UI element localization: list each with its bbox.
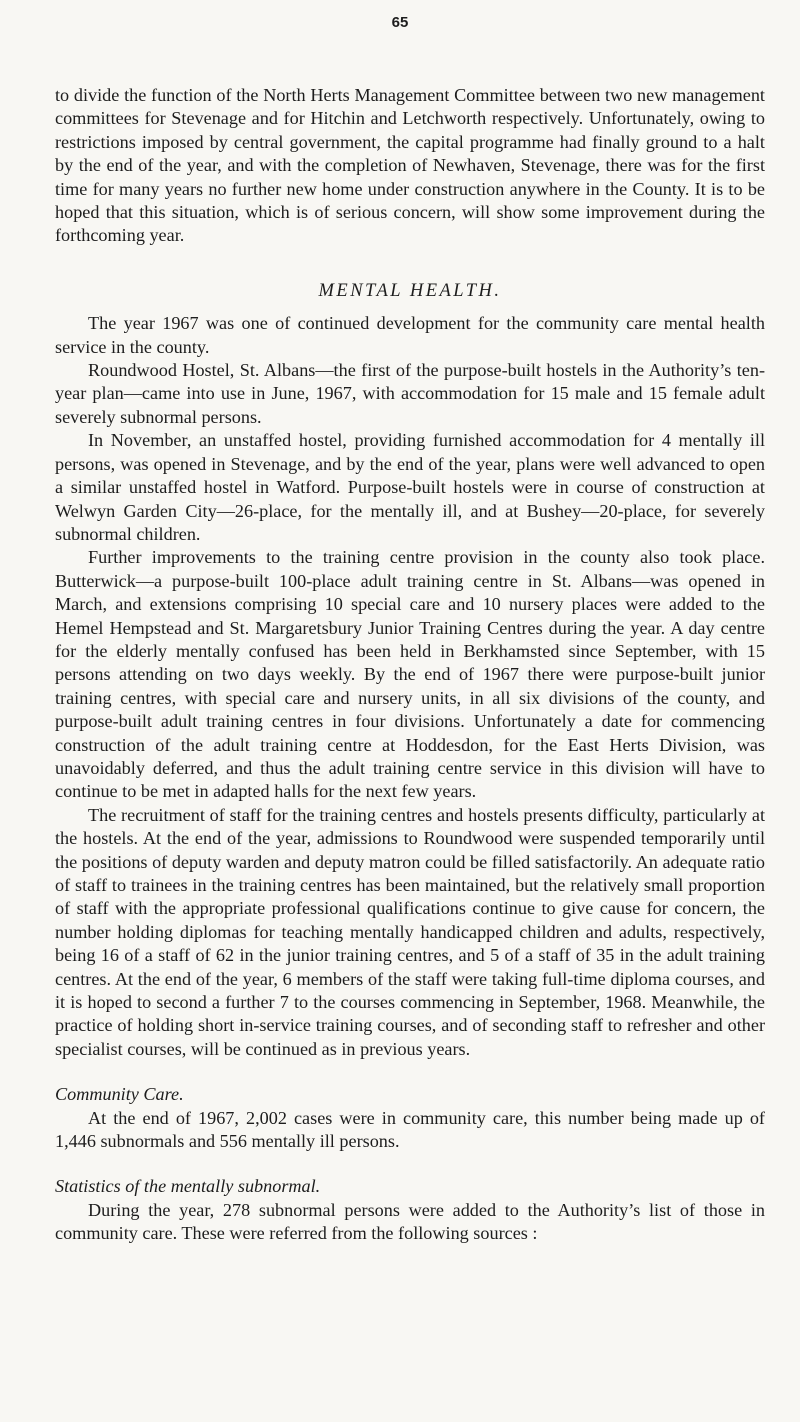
community-care-paragraph: At the end of 1967, 2,002 cases were in community care, this number being made up of 1,446 subnormals and 556 mentally ill persons. [55,1107,765,1152]
mental-health-paragraph-3: In November, an unstaffed hostel, providing furnished accommodation for 4 mentally ill persons, was opened in Stevenage, and by the end of the year, plans were well advanced to open a similar unstaffed hostel in Watford. Purpose-built hostels were in course of construction at Welwyn Garden City—26-place, for the mentally ill, and at Bushey—20-place, for severely subnormal children. [55,430,765,544]
mental-health-heading: MENTAL HEALTH. [318,280,502,301]
opening-paragraph: to divide the function of the North Herts Management Committee between two new management committees for Stevenage and for Hitchin and Letchworth respectively. Unfortunately, owing to restrictions imposed by central government, the capital programme had finally ground to a halt by the end of the year, and with the completion of Newhaven, Stevenage, there was for the first time for many years no further new home under construction anywhere in the County. It is to be hoped that this situation, which is of serious concern, will show some improvement during the forthcoming year. [55,85,765,246]
mental-health-paragraph-5: The recruitment of staff for the training centres and hostels presents difficulty, particularly at the hostels. At the end of the year, admissions to Roundwood were suspended temporarily until the positions of deputy warden and deputy matron could be filled satisfactorily. An adequate ratio of staff to trainees in the training centres has been maintained, but the relatively small proportion of staff with the appropriate professional qualifications continue to give cause for concern, the number holding diplomas for teaching mentally handicapped children and adults, respectively, being 16 of a staff of 62 in the junior training centres, and 5 of a staff of 35 in the adult training centres. At the end of the year, 6 members of the staff were taking full-time diploma courses, and it is hoped to second a further 7 to the courses commencing in September, 1968. Meanwhile, the practice of holding short in-service training courses, and of seconding staff to refresher and other specialist courses, will be continued as in previous years. [55,804,765,1059]
statistics-paragraph: During the year, 278 subnormal persons were added to the Authority’s list of those in community care. These were referred from the following sources : [55,1199,765,1244]
mental-health-paragraph-1: The year 1967 was one of continued development for the community care mental health service in the county. [55,313,765,357]
statistics-heading: Statistics of the mentally subnormal. [55,1176,321,1197]
mental-health-paragraph-4: Further improvements to the training centre provision in the county also took place. Butterwick—a purpose-built 100-place adult training centre in St. Albans—was opened in March, and extensions comprising 10 special care and 10 nursery places were added to the Hemel Hempstead and St. Margaretsbury Junior Training Centres during the year. A day centre for the elderly mentally confused has been held in Berkhamsted since September, with 15 persons attending on two days weekly. By the end of 1967 there were purpose-built junior training centres, with special care and nursery units, in all six divisions of the county, and purpose-built adult training centres in four divisions. Unfortunately a date for commencing construction of the adult training centre at Hoddesdon, for the East Herts Division, was unavoidably deferred, and thus the adult training centre service in this division will have to continue to be met in adapted halls for the next few years. [55,547,765,802]
mental-health-paragraph-2: Roundwood Hostel, St. Albans—the first of the purpose-built hostels in the Authority’s ten-year plan—came into use in June, 1967, with accommodation for 15 male and 15 female adult severely subnormal persons. [55,360,765,427]
community-care-heading: Community Care. [55,1084,184,1105]
document-body [55,84,765,1246]
page-number: 65 [391,14,409,31]
